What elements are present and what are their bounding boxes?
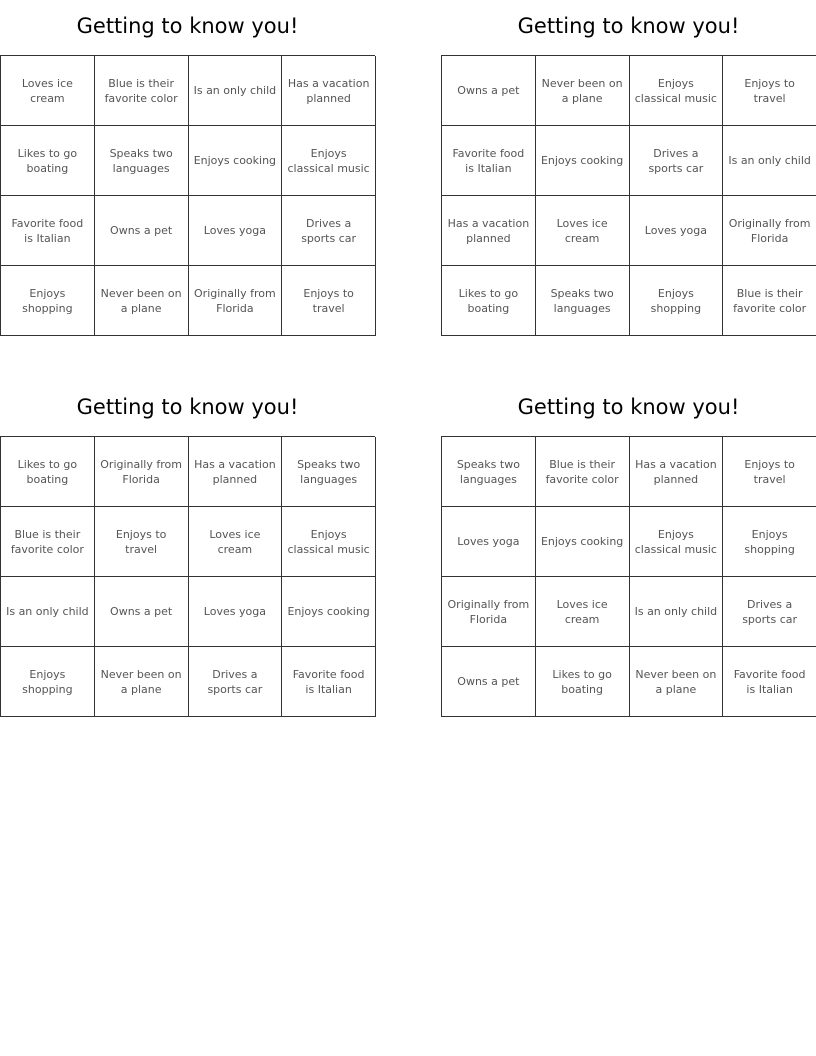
bingo-cell: Enjoys shopping [1, 266, 95, 336]
bingo-cell: Owns a pet [442, 56, 536, 126]
bingo-cell: Enjoys to travel [95, 507, 189, 577]
card-title-text: Getting to know you! [76, 395, 299, 419]
bingo-card-3 [0, 381, 375, 717]
bingo-cell: Originally from Florida [189, 266, 283, 336]
card-title [441, 381, 816, 436]
bingo-cell: Has a vacation planned [442, 196, 536, 266]
bingo-cell: Loves ice cream [536, 577, 630, 647]
bingo-cell: Enjoys shopping [630, 266, 724, 336]
bingo-cell: Favorite food is Italian [442, 126, 536, 196]
bingo-cell: Owns a pet [442, 647, 536, 717]
bingo-cell: Is an only child [1, 577, 95, 647]
bingo-cell: Drives a sports car [189, 647, 283, 717]
bingo-cell: Loves ice cream [189, 507, 283, 577]
bingo-cell: Enjoys cooking [189, 126, 283, 196]
card-title [441, 0, 816, 55]
bingo-cell: Favorite food is Italian [723, 647, 816, 717]
bingo-grid [0, 436, 375, 717]
bingo-grid [441, 55, 816, 336]
bingo-cell: Loves yoga [630, 196, 724, 266]
bingo-card-2 [441, 0, 816, 336]
bingo-cell: Blue is their favorite color [536, 437, 630, 507]
bingo-cell: Drives a sports car [723, 577, 816, 647]
card-title-text: Getting to know you! [76, 14, 299, 38]
bingo-cell: Favorite food is Italian [1, 196, 95, 266]
bingo-cell: Likes to go boating [1, 126, 95, 196]
bingo-cell: Likes to go boating [536, 647, 630, 717]
bingo-cell: Speaks two languages [536, 266, 630, 336]
bingo-cell: Has a vacation planned [189, 437, 283, 507]
bingo-cell: Loves ice cream [536, 196, 630, 266]
bingo-cell: Loves yoga [189, 577, 283, 647]
bingo-cell: Originally from Florida [723, 196, 816, 266]
card-title [0, 381, 375, 436]
card-title-text: Getting to know you! [517, 14, 740, 38]
bingo-cell: Never been on a plane [95, 647, 189, 717]
bingo-cell: Speaks two languages [442, 437, 536, 507]
bingo-cell: Loves yoga [189, 196, 283, 266]
bingo-cell: Owns a pet [95, 196, 189, 266]
bingo-cell: Enjoys classical music [282, 126, 376, 196]
bingo-cell: Likes to go boating [442, 266, 536, 336]
bingo-cell: Enjoys cooking [536, 507, 630, 577]
bingo-cell: Drives a sports car [282, 196, 376, 266]
card-title-text: Getting to know you! [517, 395, 740, 419]
bingo-cell: Enjoys classical music [630, 56, 724, 126]
bingo-cell: Enjoys to travel [282, 266, 376, 336]
bingo-card-1 [0, 0, 375, 336]
bingo-cell: Blue is their favorite color [95, 56, 189, 126]
bingo-cell: Is an only child [189, 56, 283, 126]
bingo-card-4 [441, 381, 816, 717]
bingo-cell: Drives a sports car [630, 126, 724, 196]
bingo-cell: Enjoys cooking [282, 577, 376, 647]
bingo-cell: Is an only child [630, 577, 724, 647]
bingo-cell: Is an only child [723, 126, 816, 196]
bingo-cell: Loves ice cream [1, 56, 95, 126]
bingo-cell: Never been on a plane [536, 56, 630, 126]
bingo-cell: Speaks two languages [95, 126, 189, 196]
bingo-grid [0, 55, 375, 336]
bingo-cell: Enjoys shopping [1, 647, 95, 717]
card-title [0, 0, 375, 55]
bingo-cell: Has a vacation planned [630, 437, 724, 507]
bingo-cell: Enjoys to travel [723, 437, 816, 507]
bingo-cell: Originally from Florida [95, 437, 189, 507]
bingo-cell: Enjoys classical music [630, 507, 724, 577]
bingo-cell: Originally from Florida [442, 577, 536, 647]
bingo-cell: Enjoys cooking [536, 126, 630, 196]
bingo-cell: Speaks two languages [282, 437, 376, 507]
bingo-cell: Enjoys to travel [723, 56, 816, 126]
bingo-cell: Likes to go boating [1, 437, 95, 507]
bingo-cell: Has a vacation planned [282, 56, 376, 126]
bingo-cell: Blue is their favorite color [1, 507, 95, 577]
bingo-cell: Blue is their favorite color [723, 266, 816, 336]
bingo-cell: Enjoys shopping [723, 507, 816, 577]
bingo-cell: Loves yoga [442, 507, 536, 577]
bingo-cell: Never been on a plane [630, 647, 724, 717]
bingo-cell: Enjoys classical music [282, 507, 376, 577]
bingo-cell: Owns a pet [95, 577, 189, 647]
bingo-cell: Favorite food is Italian [282, 647, 376, 717]
bingo-grid [441, 436, 816, 717]
bingo-cell: Never been on a plane [95, 266, 189, 336]
